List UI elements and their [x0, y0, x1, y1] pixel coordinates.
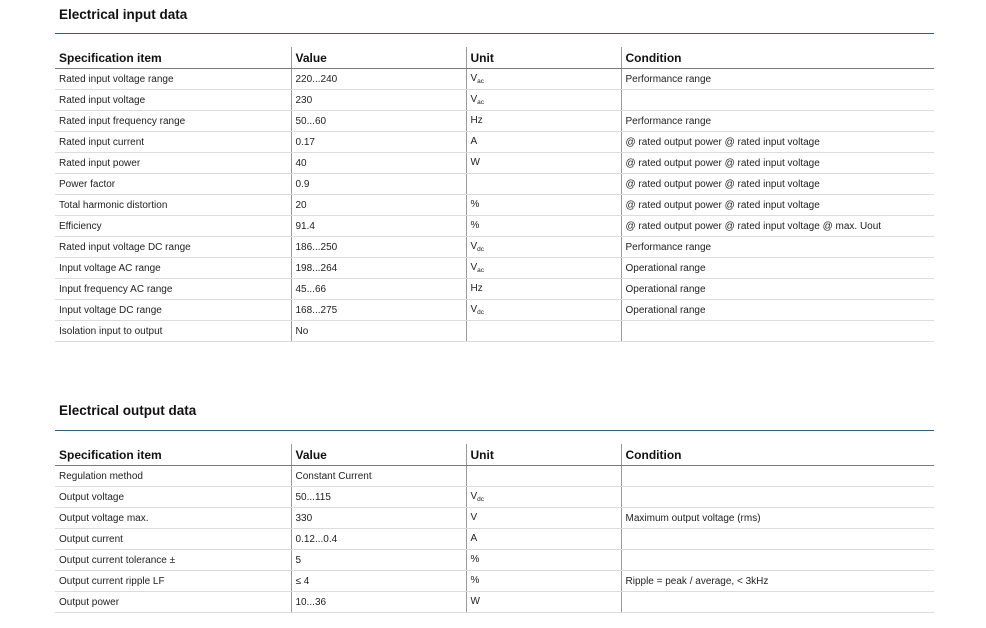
unit-symbol: W: [470, 596, 480, 607]
header-specification-item: Specification item: [55, 47, 291, 69]
header-value: Value: [291, 47, 466, 69]
table-row: [55, 529, 934, 550]
cell-specification-item: Rated input voltage DC range: [55, 237, 291, 258]
unit-symbol: Hz: [470, 115, 483, 126]
output-section-title: Electrical output data: [59, 403, 197, 418]
header-condition: Condition: [621, 47, 934, 69]
cell-specification-item: Rated input power: [55, 153, 291, 174]
cell-specification-item: Output voltage: [55, 487, 291, 508]
unit-symbol: V: [470, 241, 478, 252]
cell-unit: [466, 550, 621, 571]
unit-symbol: V: [470, 73, 478, 84]
unit-symbol: %: [470, 554, 480, 565]
table-row: [55, 153, 934, 174]
input-section-title: Electrical input data: [59, 7, 188, 22]
unit-subscript: dc: [477, 496, 485, 503]
cell-unit: [466, 216, 621, 237]
cell-specification-item: Total harmonic distortion: [55, 195, 291, 216]
cell-condition: Operational range: [621, 300, 934, 321]
table-row: [55, 550, 934, 571]
table-row: [55, 279, 934, 300]
cell-specification-item: Rated input voltage range: [55, 69, 291, 90]
table-row: [55, 592, 934, 613]
cell-condition: Operational range: [621, 279, 934, 300]
cell-value: 10...36: [291, 592, 466, 613]
table-row: [55, 258, 934, 279]
cell-specification-item: Rated input frequency range: [55, 111, 291, 132]
cell-condition: @ rated output power @ rated input voltage: [621, 153, 934, 174]
cell-value: 220...240: [291, 69, 466, 90]
cell-condition: Performance range: [621, 111, 934, 132]
cell-specification-item: Input voltage DC range: [55, 300, 291, 321]
table-row: [55, 132, 934, 153]
cell-unit: [466, 90, 621, 111]
cell-condition: Operational range: [621, 258, 934, 279]
cell-specification-item: Input frequency AC range: [55, 279, 291, 300]
cell-value: 198...264: [291, 258, 466, 279]
cell-value: 0.17: [291, 132, 466, 153]
unit-symbol: %: [470, 575, 480, 586]
table-row: [55, 508, 934, 529]
cell-unit: [466, 300, 621, 321]
unit-subscript: dc: [477, 246, 485, 253]
cell-unit: [466, 571, 621, 592]
cell-specification-item: Output power: [55, 592, 291, 613]
cell-condition: Maximum output voltage (rms): [621, 508, 934, 529]
cell-condition: Performance range: [621, 69, 934, 90]
cell-unit: [466, 111, 621, 132]
cell-unit: [466, 529, 621, 550]
cell-condition: @ rated output power @ rated input voltage: [621, 174, 934, 195]
table-row: [55, 111, 934, 132]
cell-unit: [466, 466, 621, 487]
cell-condition: [621, 487, 934, 508]
cell-specification-item: Efficiency: [55, 216, 291, 237]
cell-value: 0.12...0.4: [291, 529, 466, 550]
cell-unit: [466, 279, 621, 300]
table-row: [55, 69, 934, 90]
unit-symbol: V: [470, 304, 478, 315]
cell-value: 330: [291, 508, 466, 529]
unit-symbol: A: [470, 136, 478, 147]
cell-specification-item: Output current ripple LF: [55, 571, 291, 592]
cell-specification-item: Output current: [55, 529, 291, 550]
cell-unit: [466, 237, 621, 258]
header-unit: Unit: [466, 444, 621, 466]
cell-unit: [466, 487, 621, 508]
cell-unit: [466, 321, 621, 342]
unit-subscript: ac: [477, 267, 485, 274]
unit-symbol: %: [470, 220, 480, 231]
cell-unit: [466, 132, 621, 153]
header-specification-item: Specification item: [55, 444, 291, 466]
unit-symbol: V: [470, 491, 478, 502]
cell-condition: [621, 550, 934, 571]
cell-value: 50...115: [291, 487, 466, 508]
table-header-row: [55, 444, 934, 466]
table-row: [55, 195, 934, 216]
header-value: Value: [291, 444, 466, 466]
header-unit: Unit: [466, 47, 621, 69]
cell-unit: [466, 195, 621, 216]
cell-condition: @ rated output power @ rated input voltage: [621, 195, 934, 216]
cell-value: 0.9: [291, 174, 466, 195]
cell-specification-item: Power factor: [55, 174, 291, 195]
table-row: [55, 216, 934, 237]
cell-value: 40: [291, 153, 466, 174]
cell-condition: Performance range: [621, 237, 934, 258]
unit-symbol: A: [470, 533, 478, 544]
unit-subscript: dc: [477, 309, 485, 316]
cell-specification-item: Rated input current: [55, 132, 291, 153]
cell-value: 5: [291, 550, 466, 571]
cell-value: 20: [291, 195, 466, 216]
header-condition: Condition: [621, 444, 934, 466]
table-row: [55, 90, 934, 111]
cell-value: 50...60: [291, 111, 466, 132]
cell-value: ≤ 4: [291, 571, 466, 592]
cell-specification-item: Output voltage max.: [55, 508, 291, 529]
table-row: [55, 571, 934, 592]
table-row: [55, 300, 934, 321]
cell-unit: [466, 592, 621, 613]
cell-specification-item: Input voltage AC range: [55, 258, 291, 279]
cell-condition: [621, 321, 934, 342]
table-row: [55, 466, 934, 487]
cell-value: 45...66: [291, 279, 466, 300]
table-row: [55, 174, 934, 195]
cell-value: Constant Current: [291, 466, 466, 487]
output-section-divider: [55, 430, 934, 431]
unit-subscript: ac: [477, 99, 485, 106]
table-row: [55, 321, 934, 342]
cell-condition: Ripple = peak / average, < 3kHz: [621, 571, 934, 592]
input-section-divider: [55, 33, 934, 34]
cell-value: No: [291, 321, 466, 342]
cell-specification-item: Rated input voltage: [55, 90, 291, 111]
cell-condition: [621, 529, 934, 550]
cell-unit: [466, 508, 621, 529]
cell-condition: [621, 466, 934, 487]
unit-symbol: V: [470, 262, 478, 273]
cell-value: 168...275: [291, 300, 466, 321]
cell-unit: [466, 258, 621, 279]
cell-specification-item: Regulation method: [55, 466, 291, 487]
table-row: [55, 237, 934, 258]
cell-specification-item: Output current tolerance ±: [55, 550, 291, 571]
unit-symbol: Hz: [470, 283, 483, 294]
table-row: [55, 487, 934, 508]
cell-unit: [466, 174, 621, 195]
cell-value: 91.4: [291, 216, 466, 237]
table-header-row: [55, 47, 934, 69]
unit-symbol: V: [470, 94, 478, 105]
cell-condition: [621, 90, 934, 111]
cell-condition: @ rated output power @ rated input voltage: [621, 132, 934, 153]
cell-unit: [466, 69, 621, 90]
unit-symbol: V: [470, 512, 478, 523]
cell-unit: [466, 153, 621, 174]
unit-subscript: ac: [477, 78, 485, 85]
output-table-body: [55, 466, 934, 613]
input-table-body: [55, 69, 934, 342]
cell-value: 230: [291, 90, 466, 111]
cell-condition: [621, 592, 934, 613]
unit-symbol: %: [470, 199, 480, 210]
cell-value: 186...250: [291, 237, 466, 258]
unit-symbol: W: [470, 157, 480, 168]
cell-condition: @ rated output power @ rated input voltage @ max. Uout: [621, 216, 934, 237]
cell-specification-item: Isolation input to output: [55, 321, 291, 342]
input-spec-table: [55, 47, 934, 342]
output-spec-table: [55, 444, 934, 613]
